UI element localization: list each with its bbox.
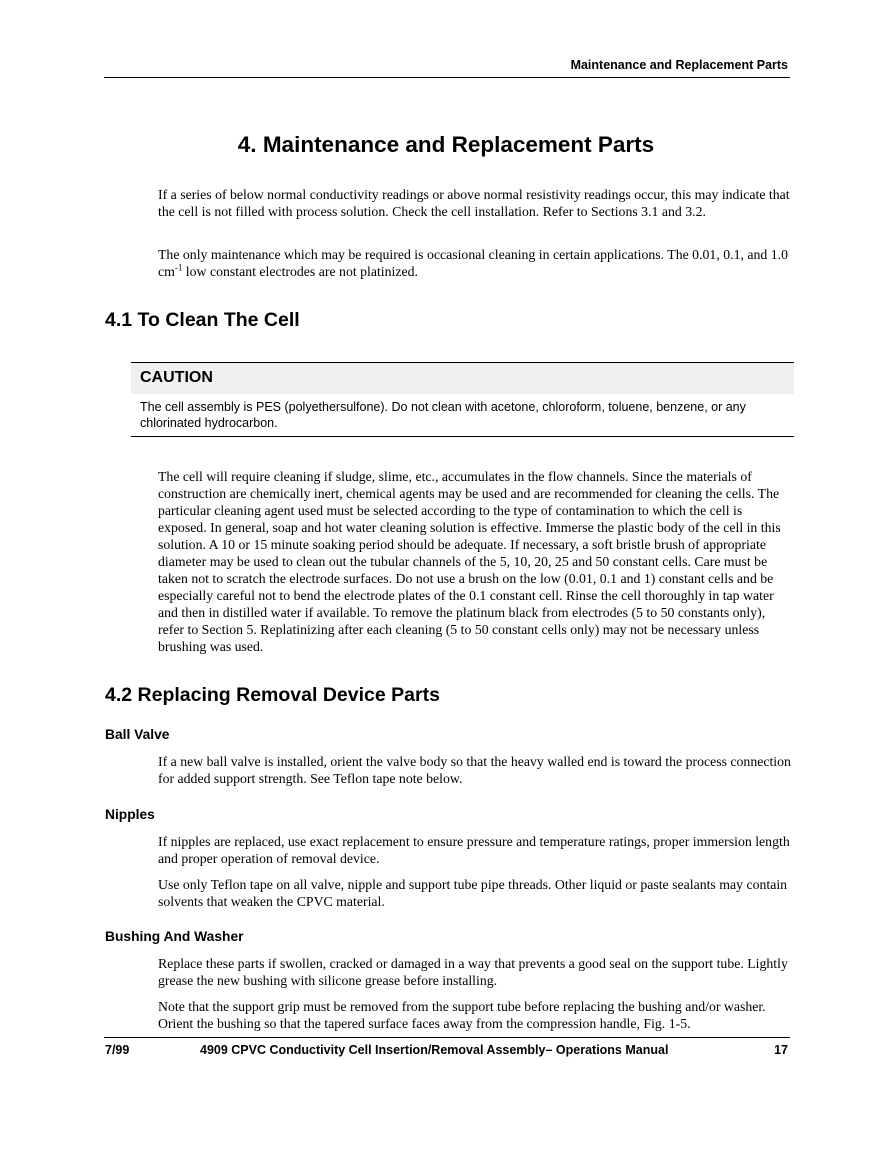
chapter-title: 4. Maintenance and Replacement Parts	[237, 132, 655, 157]
caution-box	[131, 362, 794, 437]
caution-label: CAUTION	[140, 369, 213, 386]
cleaning-paragraph: The cell will require cleaning if sludge, slime, etc., accumulates in the flow channels. Since the materials of construction are chemically inert, chemical agents may be used and are recommended for cleaning the cells. The particular cleaning agent used must be selected according to the type of contamination to which the cell is exposed. In general, soap and hot water cleaning solution is effective. Immerse the plastic body of the cell in this solution. A 10 or 15 minute soaking period should be adequate. If necessary, a soft bristle brush of appropriate diameter may be used to clean out the tubular channels of the 5, 10, 20, 25 and 50 constant cells. Care must be taken not to scratch the electrode surfaces. Do not use a brush on the low (0.01, 0.1 and 1) constant cells and be especially careful not to bend the electrode plates of the 0.1 constant cell. Rinse the cell thoroughly in tap water and then in distilled water if available. To remove the platinum black from electrodes (5 to 50 constants only), refer to Section 5. Replatinizing after each cleaning (5 to 50 constant cells only) may not be necessary unless brushing was used.	[158, 469, 781, 654]
intro-paragraph-2-superscript: -1	[174, 262, 183, 273]
section-heading-4-2: 4.2 Replacing Removal Device Parts	[105, 684, 440, 706]
header-rule	[104, 77, 790, 78]
intro-paragraph-2-text: The only maintenance which may be required is occasional cleaning in certain applications. The 0.01, 0.1, and 1.0 cm	[158, 247, 788, 279]
caution-text: The cell assembly is PES (polyethersulfone). Do not clean with acetone, chloroform, toluene, benzene, or any chlorinated hydrocarbon.	[140, 400, 746, 430]
caution-band	[131, 363, 794, 394]
footer-rule	[104, 1037, 790, 1038]
footer-date: 7/99	[105, 1043, 130, 1057]
subheading-ball-valve: Ball Valve	[105, 727, 170, 742]
running-header: Maintenance and Replacement Parts	[570, 58, 788, 72]
nipples-paragraph-2: Use only Teflon tape on all valve, nipple and support tube pipe threads. Other liquid or paste sealants may contain solvents that weaken the CPVC material.	[158, 877, 788, 909]
caution-bottom-rule	[131, 436, 794, 437]
footer-page-number: 17	[774, 1043, 788, 1057]
intro-paragraph-2	[158, 246, 792, 280]
subheading-nipples: Nipples	[105, 807, 155, 822]
nipples-paragraph-1: If nipples are replaced, use exact replacement to ensure pressure and temperature ratings, proper immersion length and proper operation of removal device.	[158, 834, 790, 866]
bushing-paragraph-1: Replace these parts if swollen, cracked or damaged in a way that prevents a good seal on the support tube. Lightly grease the new bushing with silicone grease before installing.	[158, 956, 788, 988]
bushing-paragraph-2: Note that the support grip must be removed from the support tube before replacing the bushing and/or washer. Orient the bushing so that the tapered surface faces away from the compression handle, Fig. 1-5.	[158, 999, 766, 1031]
intro-paragraph-2-suffix: low constant electrodes are not platinized.	[182, 264, 418, 279]
section-heading-4-1: 4.1 To Clean The Cell	[105, 309, 300, 331]
intro-paragraph-1: If a series of below normal conductivity readings or above normal resistivity readings occur, this may indicate that the cell is not filled with process solution. Check the cell installation. Refer to Sections 3.1 and 3.2.	[158, 187, 790, 219]
ball-valve-paragraph: If a new ball valve is installed, orient the valve body so that the heavy walled end is toward the process connection for added support strength. See Teflon tape note below.	[158, 754, 791, 786]
subheading-bushing-and-washer: Bushing And Washer	[105, 929, 244, 944]
footer-manual-title: 4909 CPVC Conductivity Cell Insertion/Removal Assembly– Operations Manual	[200, 1043, 669, 1057]
